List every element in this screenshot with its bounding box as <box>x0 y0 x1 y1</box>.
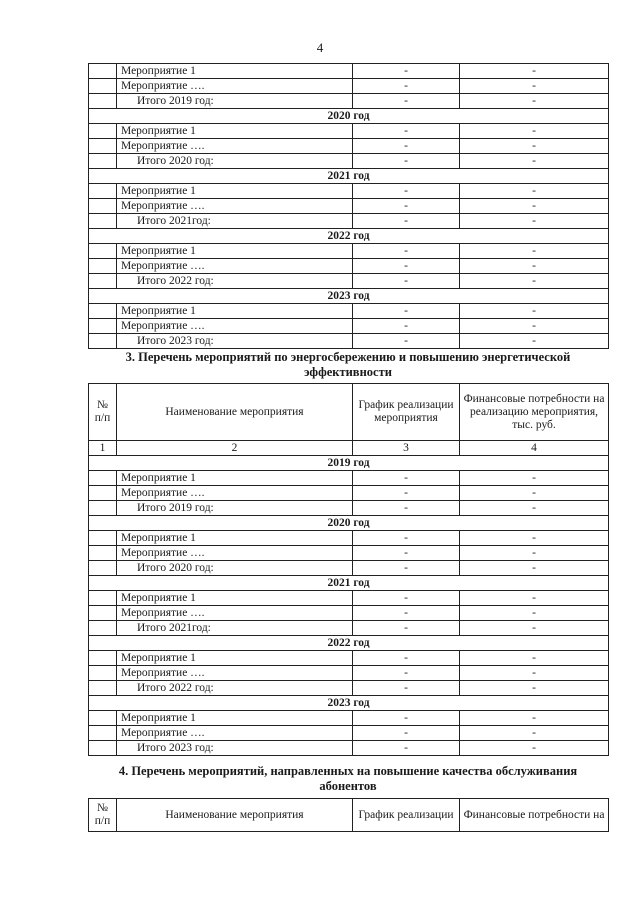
table-row <box>89 304 609 319</box>
row-number-cell <box>89 244 117 259</box>
schedule-cell: - <box>353 304 460 319</box>
row-number-cell <box>89 319 117 334</box>
schedule-cell: - <box>353 139 460 154</box>
row-number-cell <box>89 214 117 229</box>
page-number: 4 <box>316 40 324 55</box>
activity-name-cell: Мероприятие 1 <box>117 591 353 606</box>
row-number-cell <box>89 184 117 199</box>
schedule-cell: - <box>353 591 460 606</box>
schedule-cell: - <box>353 274 460 289</box>
table-row <box>89 591 609 606</box>
activity-name-cell: Итого 2023 год: <box>117 334 353 349</box>
activity-name-cell: Мероприятие …. <box>117 259 353 274</box>
finance-cell: - <box>460 711 609 726</box>
total-row <box>89 94 609 109</box>
row-number-cell <box>89 531 117 546</box>
year-label: 2022 год <box>89 229 609 244</box>
row-number-cell <box>89 79 117 94</box>
column-number: 3 <box>353 441 460 456</box>
finance-cell: - <box>460 304 609 319</box>
activity-name-cell: Мероприятие …. <box>117 666 353 681</box>
total-row <box>89 274 609 289</box>
table-row <box>89 471 609 486</box>
schedule-cell: - <box>353 259 460 274</box>
service-quality-activities-table <box>88 798 609 832</box>
row-number-cell <box>89 561 117 576</box>
table-row <box>89 726 609 741</box>
schedule-cell: - <box>353 621 460 636</box>
activity-name-cell: Мероприятие 1 <box>117 304 353 319</box>
finance-cell: - <box>460 561 609 576</box>
activity-name-cell: Мероприятие 1 <box>117 531 353 546</box>
table-header-row <box>89 384 609 441</box>
table-row <box>89 666 609 681</box>
finance-cell: - <box>460 124 609 139</box>
row-number-cell <box>89 334 117 349</box>
schedule-cell: - <box>353 741 460 756</box>
activity-name-cell: Итого 2019 год: <box>117 94 353 109</box>
section-4-title-line-1: 4. Перечень мероприятий, направленных на повышение качества обслуживания <box>118 764 578 778</box>
finance-cell: - <box>460 79 609 94</box>
row-number-cell <box>89 741 117 756</box>
year-label: 2021 год <box>89 576 609 591</box>
table-row <box>89 486 609 501</box>
year-label: 2020 год <box>89 109 609 124</box>
finance-cell: - <box>460 501 609 516</box>
activity-name-cell: Мероприятие …. <box>117 139 353 154</box>
finance-cell: - <box>460 184 609 199</box>
finance-cell: - <box>460 94 609 109</box>
activity-name-cell: Итого 2023 год: <box>117 741 353 756</box>
year-row <box>89 516 609 531</box>
finance-cell: - <box>460 334 609 349</box>
row-number-cell <box>89 681 117 696</box>
row-number-cell <box>89 259 117 274</box>
schedule-cell: - <box>353 94 460 109</box>
header-schedule: График реализации <box>353 799 460 832</box>
schedule-cell: - <box>353 501 460 516</box>
year-label: 2021 год <box>89 169 609 184</box>
table-row <box>89 259 609 274</box>
finance-cell: - <box>460 274 609 289</box>
year-row <box>89 109 609 124</box>
table-row <box>89 199 609 214</box>
table-row <box>89 651 609 666</box>
section-3-title <box>88 350 608 380</box>
row-number-cell <box>89 591 117 606</box>
total-row <box>89 621 609 636</box>
schedule-cell: - <box>353 64 460 79</box>
activity-name-cell: Итого 2022 год: <box>117 681 353 696</box>
activity-name-cell: Итого 2019 год: <box>117 501 353 516</box>
row-number-cell <box>89 94 117 109</box>
row-number-cell <box>89 154 117 169</box>
finance-cell: - <box>460 199 609 214</box>
header-name: Наименование мероприятия <box>117 384 353 441</box>
finance-cell: - <box>460 486 609 501</box>
year-row <box>89 636 609 651</box>
year-row <box>89 169 609 184</box>
row-number-cell <box>89 546 117 561</box>
row-number-cell <box>89 304 117 319</box>
total-row <box>89 334 609 349</box>
row-number-cell <box>89 199 117 214</box>
schedule-cell: - <box>353 214 460 229</box>
finance-cell: - <box>460 621 609 636</box>
schedule-cell: - <box>353 561 460 576</box>
finance-cell: - <box>460 726 609 741</box>
row-number-cell <box>89 501 117 516</box>
row-number-cell <box>89 621 117 636</box>
table-row <box>89 319 609 334</box>
year-label: 2019 год <box>89 456 609 471</box>
total-row <box>89 741 609 756</box>
table-row <box>89 606 609 621</box>
schedule-cell: - <box>353 606 460 621</box>
schedule-cell: - <box>353 124 460 139</box>
schedule-cell: - <box>353 471 460 486</box>
schedule-cell: - <box>353 681 460 696</box>
table-header-row <box>89 799 609 832</box>
column-number: 1 <box>89 441 117 456</box>
row-number-cell <box>89 606 117 621</box>
row-number-cell <box>89 726 117 741</box>
schedule-cell: - <box>353 199 460 214</box>
row-number-cell <box>89 139 117 154</box>
year-row <box>89 289 609 304</box>
year-row <box>89 229 609 244</box>
activity-name-cell: Итого 2022 год: <box>117 274 353 289</box>
total-row <box>89 681 609 696</box>
activity-name-cell: Мероприятие …. <box>117 79 353 94</box>
finance-cell: - <box>460 591 609 606</box>
table-row <box>89 546 609 561</box>
header-num: № п/п <box>89 384 117 441</box>
activity-name-cell: Итого 2020 год: <box>117 154 353 169</box>
finance-cell: - <box>460 606 609 621</box>
table-row <box>89 139 609 154</box>
activity-name-cell: Мероприятие 1 <box>117 244 353 259</box>
activity-name-cell: Мероприятие 1 <box>117 184 353 199</box>
activity-name-cell: Мероприятие 1 <box>117 64 353 79</box>
year-label: 2023 год <box>89 696 609 711</box>
row-number-cell <box>89 124 117 139</box>
finance-cell: - <box>460 546 609 561</box>
finance-cell: - <box>460 651 609 666</box>
activity-name-cell: Мероприятие …. <box>117 726 353 741</box>
total-row <box>89 214 609 229</box>
row-number-cell <box>89 666 117 681</box>
schedule-cell: - <box>353 244 460 259</box>
finance-cell: - <box>460 244 609 259</box>
total-row <box>89 561 609 576</box>
row-number-cell <box>89 274 117 289</box>
activity-name-cell: Итого 2021год: <box>117 621 353 636</box>
column-number: 2 <box>117 441 353 456</box>
year-label: 2023 год <box>89 289 609 304</box>
schedule-cell: - <box>353 334 460 349</box>
finance-cell: - <box>460 531 609 546</box>
finance-cell: - <box>460 154 609 169</box>
finance-cell: - <box>460 139 609 154</box>
finance-cell: - <box>460 319 609 334</box>
section-4-title <box>88 764 608 794</box>
header-finance: Финансовые потребности на реализацию мероприятия, тыс. руб. <box>460 384 609 441</box>
activity-name-cell: Мероприятие …. <box>117 606 353 621</box>
schedule-cell: - <box>353 79 460 94</box>
activity-name-cell: Мероприятие 1 <box>117 124 353 139</box>
row-number-cell <box>89 486 117 501</box>
schedule-cell: - <box>353 319 460 334</box>
schedule-cell: - <box>353 546 460 561</box>
activity-name-cell: Мероприятие 1 <box>117 471 353 486</box>
total-row <box>89 501 609 516</box>
row-number-cell <box>89 651 117 666</box>
activity-name-cell: Итого 2021год: <box>117 214 353 229</box>
section-3-title-line-1: 3. Перечень мероприятий по энергосбережению и повышению энергетической <box>125 350 571 364</box>
activity-name-cell: Мероприятие 1 <box>117 651 353 666</box>
finance-cell: - <box>460 666 609 681</box>
table-row <box>89 531 609 546</box>
schedule-cell: - <box>353 154 460 169</box>
year-row <box>89 456 609 471</box>
activity-name-cell: Итого 2020 год: <box>117 561 353 576</box>
year-label: 2020 год <box>89 516 609 531</box>
table-row <box>89 79 609 94</box>
row-number-cell <box>89 64 117 79</box>
schedule-cell: - <box>353 486 460 501</box>
finance-cell: - <box>460 471 609 486</box>
schedule-cell: - <box>353 726 460 741</box>
schedule-cell: - <box>353 711 460 726</box>
row-number-cell <box>89 471 117 486</box>
finance-cell: - <box>460 259 609 274</box>
activity-name-cell: Мероприятие …. <box>117 546 353 561</box>
finance-cell: - <box>460 64 609 79</box>
activity-name-cell: Мероприятие …. <box>117 486 353 501</box>
schedule-cell: - <box>353 651 460 666</box>
header-name: Наименование мероприятия <box>117 799 353 832</box>
finance-cell: - <box>460 681 609 696</box>
header-finance: Финансовые потребности на <box>460 799 609 832</box>
activity-name-cell: Мероприятие …. <box>117 199 353 214</box>
section-3-title-line-2: эффективности <box>304 365 392 379</box>
activity-name-cell: Мероприятие 1 <box>117 711 353 726</box>
schedule-cell: - <box>353 531 460 546</box>
activities-table-continued <box>88 63 609 349</box>
section-4-title-line-2: абонентов <box>319 779 377 793</box>
row-number-cell <box>89 711 117 726</box>
activity-name-cell: Мероприятие …. <box>117 319 353 334</box>
finance-cell: - <box>460 741 609 756</box>
schedule-cell: - <box>353 184 460 199</box>
column-number: 4 <box>460 441 609 456</box>
schedule-cell: - <box>353 666 460 681</box>
table-row <box>89 184 609 199</box>
table-row <box>89 711 609 726</box>
finance-cell: - <box>460 214 609 229</box>
table-row <box>89 64 609 79</box>
header-num: № п/п <box>89 799 117 832</box>
year-row <box>89 696 609 711</box>
table-row <box>89 244 609 259</box>
energy-saving-activities-table <box>88 383 609 756</box>
year-row <box>89 576 609 591</box>
table-row <box>89 124 609 139</box>
column-numbers-row <box>89 441 609 456</box>
total-row <box>89 154 609 169</box>
year-label: 2022 год <box>89 636 609 651</box>
header-schedule: График реализации мероприятия <box>353 384 460 441</box>
